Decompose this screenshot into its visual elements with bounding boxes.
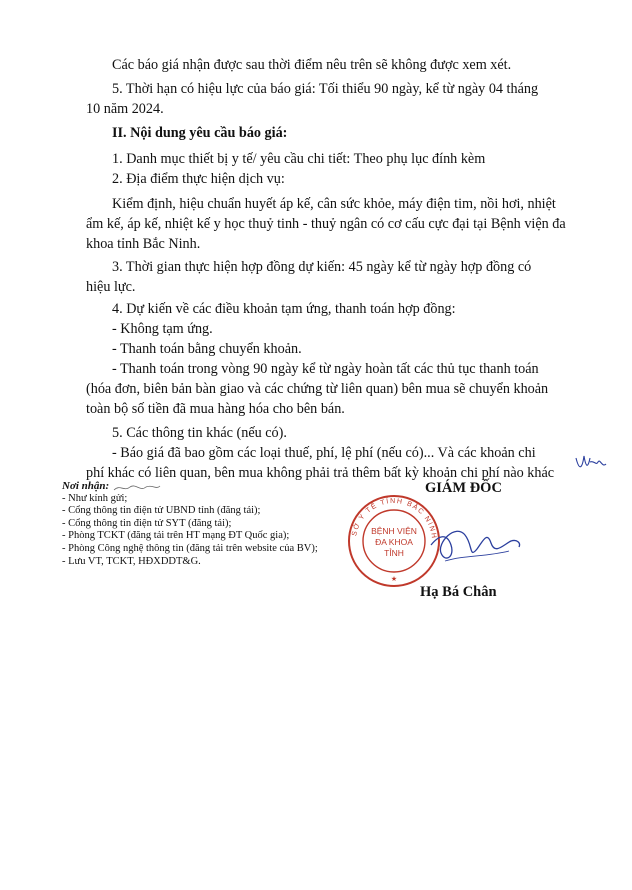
- signer-title: GIÁM ĐỐC: [425, 480, 502, 496]
- list-item-5: 5. Các thông tin khác (nếu có).: [112, 425, 287, 441]
- list-item-3-line2: hiệu lực.: [86, 279, 136, 295]
- svg-text:SỞ Y TẾ TỈNH BẮC NINH: SỞ Y TẾ TỈNH BẮC NINH: [351, 497, 438, 540]
- recipient-item: - Cổng thông tin điện tử SYT (đăng tải);: [62, 517, 232, 529]
- recipients-title: Nơi nhận:: [62, 480, 110, 492]
- recipient-item: - Cổng thông tin điện tử UBND tỉnh (đăng tải);: [62, 505, 261, 517]
- list-item-4c-line3: toàn bộ số tiền đã mua hàng hóa cho bên bán.: [86, 401, 345, 417]
- service-line-1: Kiểm định, hiệu chuẩn huyết áp kế, cân sức khỏe, máy điện tim, nồi hơi, nhiệt: [112, 196, 556, 212]
- recipient-item: - Như kính gửi;: [62, 492, 128, 504]
- list-item-4c-line1: - Thanh toán trong vòng 90 ngày kể từ ngày hoàn tất các thủ tục thanh toán: [112, 361, 539, 377]
- list-item-3-line1: 3. Thời gian thực hiện hợp đồng dự kiến: 45 ngày kể từ ngày hợp đồng có: [112, 259, 532, 275]
- paragraph-validity-line2: 10 năm 2024.: [86, 101, 164, 117]
- svg-text:ĐA KHOA: ĐA KHOA: [375, 537, 413, 547]
- list-item-1: 1. Danh mục thiết bị y tế/ yêu cầu chi tiết: Theo phụ lục đính kèm: [112, 151, 486, 167]
- svg-text:BỆNH VIỆN: BỆNH VIỆN: [371, 526, 417, 536]
- list-item-4b: - Thanh toán bằng chuyển khoản.: [112, 341, 302, 357]
- list-item-5a-line1: - Báo giá đã bao gồm các loại thuế, phí, lệ phí (nếu có)... Và các khoản chi: [112, 445, 536, 461]
- handwritten-initial-icon: [574, 452, 608, 474]
- list-item-4c-line2: (hóa đơn, biên bản bàn giao và các chứng từ liên quan) bên mua sẽ chuyển khoản: [86, 381, 549, 397]
- list-item-4a: - Không tạm ứng.: [112, 321, 213, 337]
- recipient-item: - Phòng TCKT (đăng tải trên HT mạng ĐT Quốc gia);: [62, 530, 290, 542]
- service-line-2: ẩm kế, áp kế, nhiệt kế y học thuỷ tinh - thuỷ ngân có cơ cấu cực đại tại Bệnh viện đa: [86, 216, 566, 232]
- recipient-item: - Phòng Công nghệ thông tin (đăng tải trên website của BV);: [62, 542, 318, 554]
- svg-text:TỈNH: TỈNH: [384, 548, 404, 558]
- list-item-4: 4. Dự kiến về các điều khoản tạm ứng, thanh toán hợp đồng:: [112, 301, 456, 317]
- signer-name: Hạ Bá Chân: [420, 584, 497, 600]
- recipient-item: - Lưu VT, TCKT, HĐXDDT&G.: [62, 555, 201, 567]
- service-line-3: khoa tỉnh Bắc Ninh.: [86, 236, 201, 252]
- handwritten-mark-icon: [112, 482, 162, 494]
- paragraph-validity-line1: 5. Thời hạn có hiệu lực của báo giá: Tối thiểu 90 ngày, kể từ ngày 04 tháng: [112, 81, 539, 97]
- handwritten-signature-icon: [425, 505, 525, 575]
- svg-text:★: ★: [390, 576, 398, 583]
- list-item-2: 2. Địa điểm thực hiện dịch vụ:: [112, 171, 285, 187]
- list-item-5a-line2: phí khác có liên quan, bên mua không phải trả thêm bất kỳ khoản chi phí nào khác: [86, 465, 555, 481]
- paragraph-deadline-note: Các báo giá nhận được sau thời điểm nêu trên sẽ không được xem xét.: [112, 57, 512, 73]
- section-heading-2: II. Nội dung yêu cầu báo giá:: [112, 125, 288, 141]
